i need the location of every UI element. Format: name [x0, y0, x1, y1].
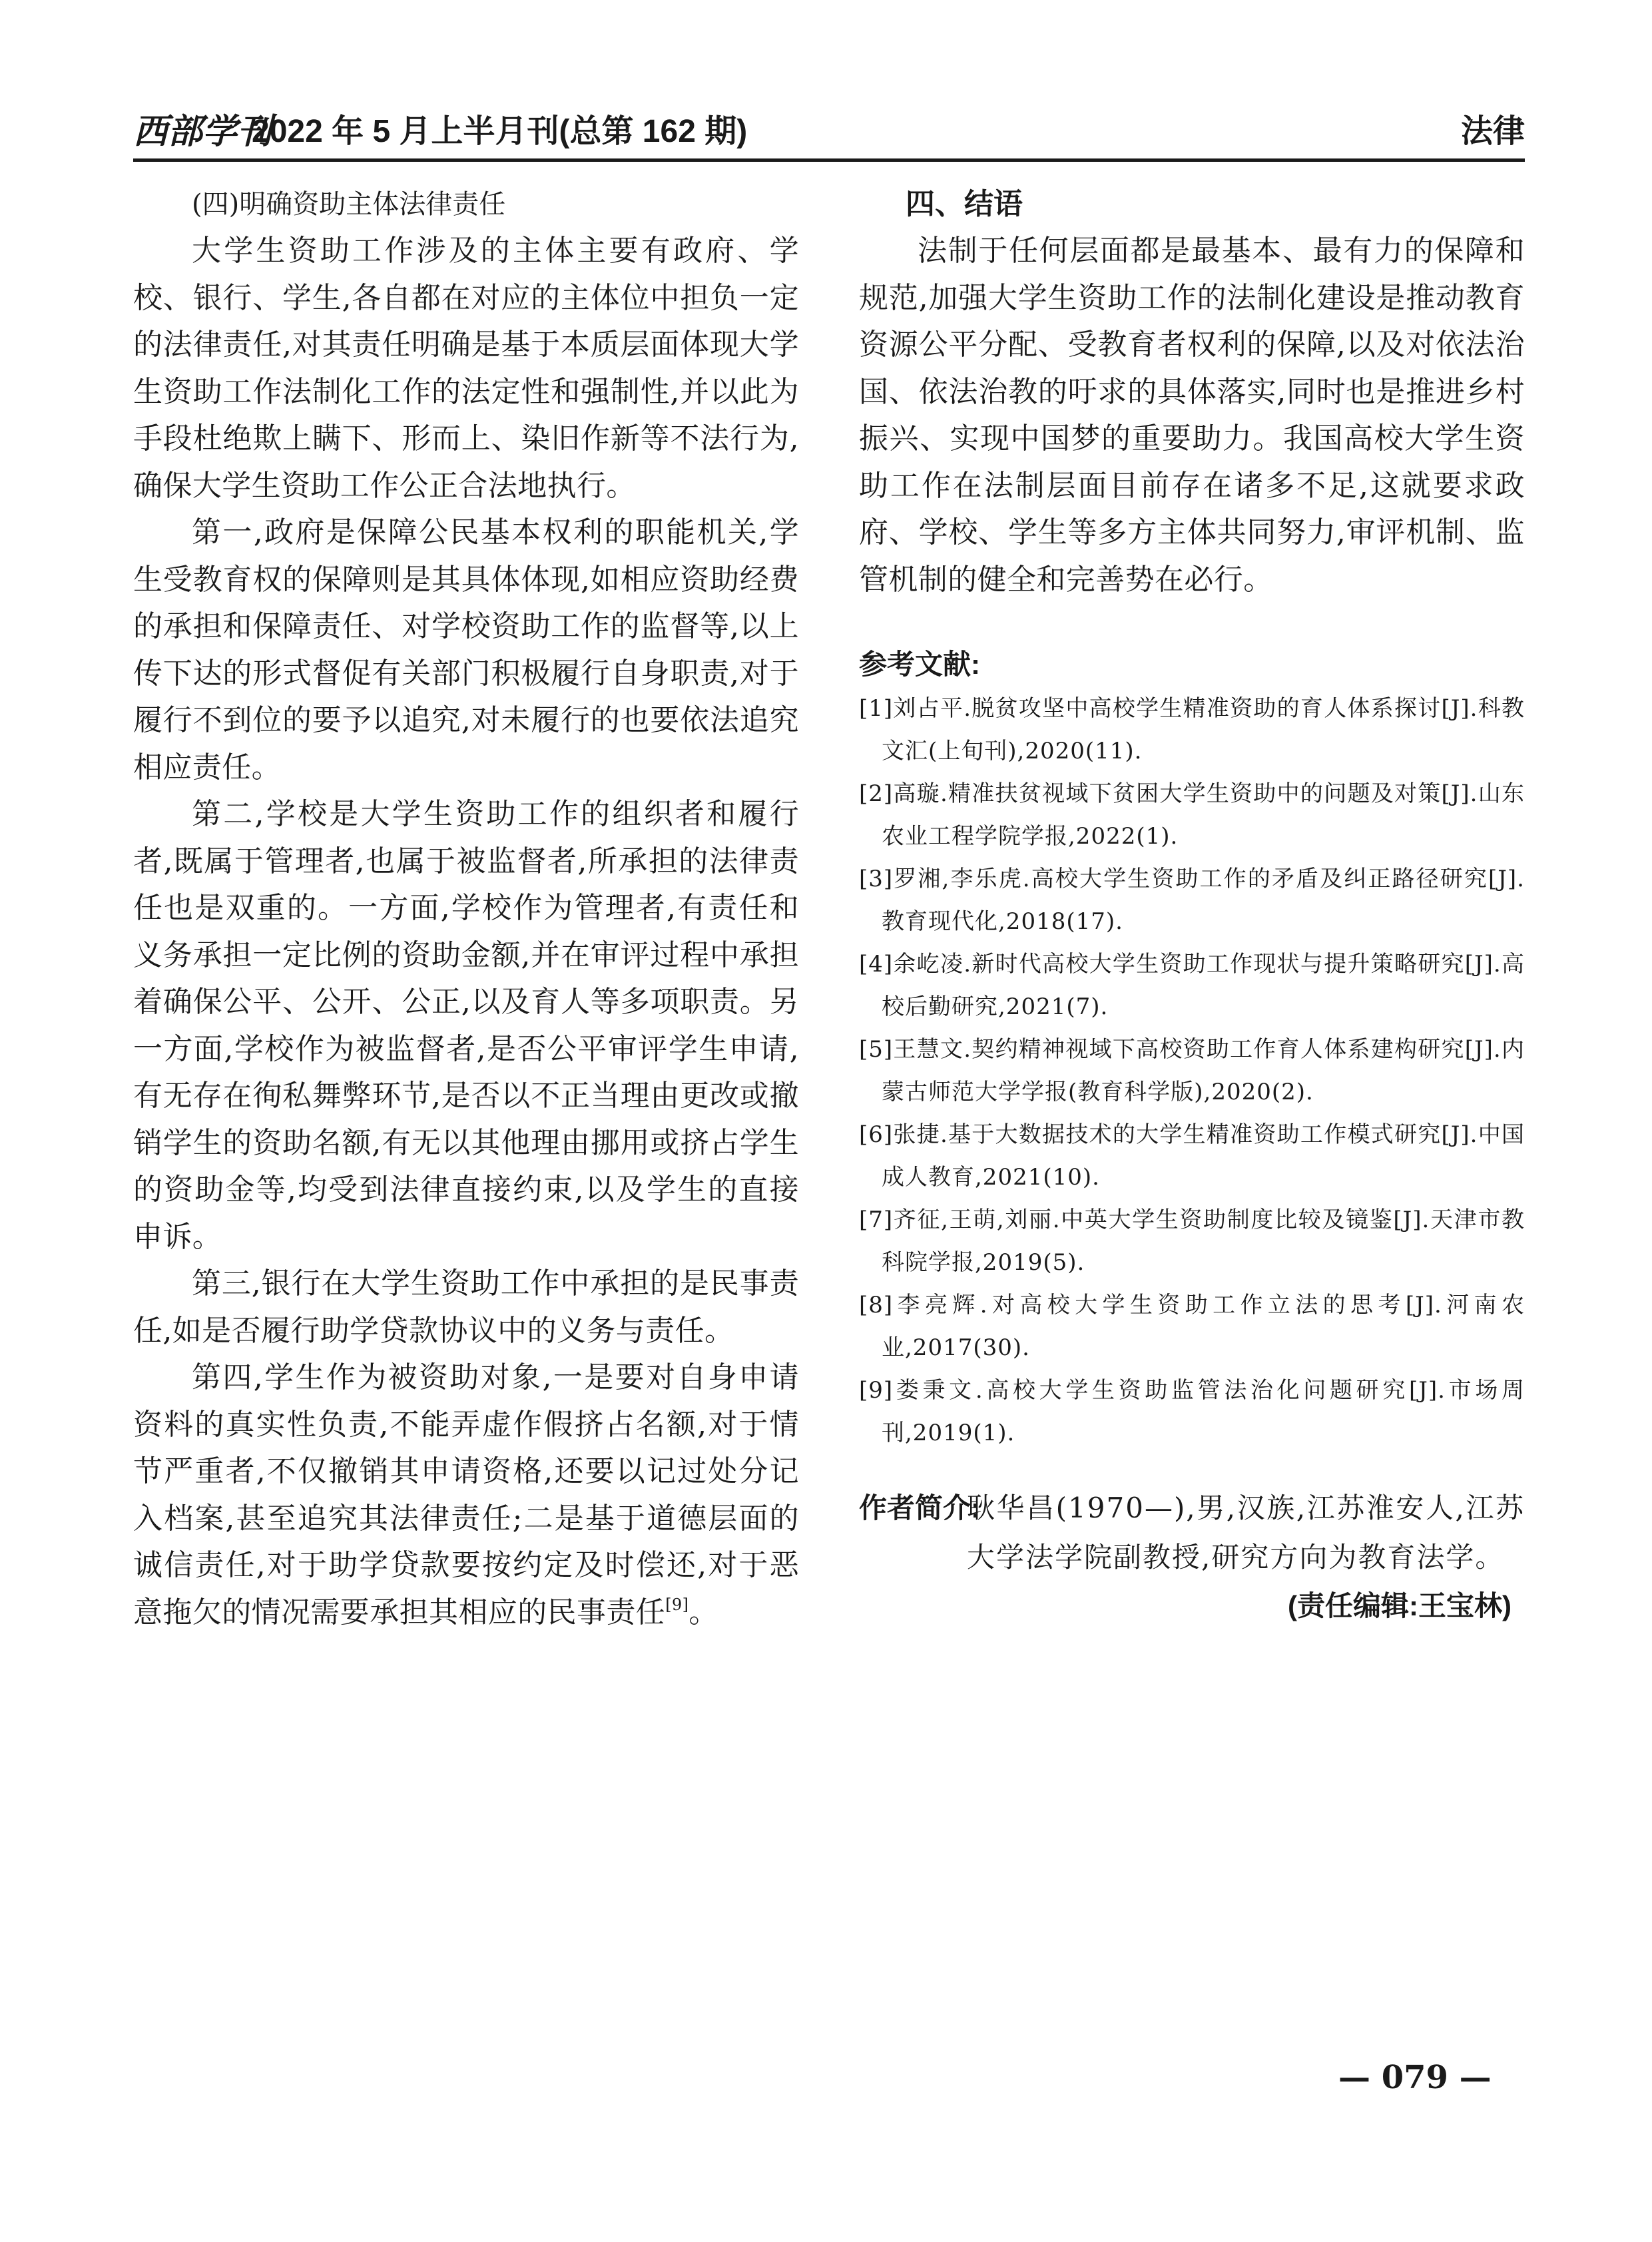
left-column — [133, 181, 799, 1636]
section-heading: 四、结语 — [906, 188, 1023, 220]
subsection-heading: (四)明确资助主体法律责任 — [192, 189, 506, 220]
author-label: 作者简介: — [859, 1492, 980, 1524]
paragraph-last — [133, 1354, 799, 1636]
reference-item: [6]张捷.基于大数据技术的大学生精准资助工作模式研究[J].中国成人教育,2021(10). — [859, 1121, 1525, 1191]
reference-item: [5]王慧文.契约精神视域下高校资助工作育人体系建构研究[J].内蒙古师范大学学报(教育科学版),2020(2). — [859, 1036, 1525, 1105]
paragraph: 大学生资助工作涉及的主体主要有政府、学校、银行、学生,各自都在对应的主体位中担负一定的法律责任,对其责任明确是基于本质层面体现大学生资助工作法制化工作的法定性和强制性,并以此为手段杜绝欺上瞒下、形而上、染旧作新等不法行为,确保大学生资助工作公正合法地执行。 — [133, 234, 799, 503]
citation-marker: [9] — [665, 1595, 689, 1614]
paragraph: 第一,政府是保障公民基本权利的职能机关,学生受教育权的保障则是其具体体现,如相应资助经费的承担和保障责任、对学校资助工作的监督等,以上传下达的形式督促有关部门积极履行自身职责,对于履行不到位的要予以追究,对未履行的也要依法追究相应责任。 — [133, 515, 799, 784]
paragraph-end: 。 — [688, 1595, 718, 1629]
running-header — [133, 112, 1525, 160]
page-number: — 079 — — [1338, 2059, 1492, 2096]
paragraph: 第二,学校是大学生资助工作的组织者和履行者,既属于管理者,也属于被监督者,所承担的法律责任也是双重的。一方面,学校作为管理者,有责任和义务承担一定比例的资助金额,并在审评过程中承担着确保公平、公开、公正,以及育人等多项职责。另一方面,学校作为被监督者,是否公平审评学生申请,有无存在徇私舞弊环节,是否以不正当理由更改或撤销学生的资助名额,有无以其他理由挪用或挤占学生的资助金等,均受到法律直接约束,以及学生的直接申诉。 — [133, 797, 799, 1254]
section-name: 法律 — [1460, 114, 1525, 149]
reference-item: [4]余屹凌.新时代高校大学生资助工作现状与提升策略研究[J].高校后勤研究,2021(7). — [859, 951, 1525, 1020]
issue-info: 2022 年 5 月上半月刊(总第 162 期) — [252, 114, 748, 149]
reference-item: [1]刘占平.脱贫攻坚中高校学生精准资助的育人体系探讨[J].科教文汇(上旬刊),2020(11). — [859, 695, 1525, 764]
header-rule — [133, 158, 1525, 162]
reference-item: [7]齐征,王萌,刘丽.中英大学生资助制度比较及镜鉴[J].天津市教科院学报,2019(5). — [859, 1207, 1525, 1276]
author-bio — [859, 1484, 1525, 1582]
reference-item: [9]娄秉文.高校大学生资助监管法治化问题研究[J].市场周刊,2019(1). — [859, 1377, 1525, 1446]
responsible-editor: (责任编辑:王宝林) — [1288, 1590, 1512, 1621]
journal-logo: 西部学刊 — [133, 111, 272, 152]
reference-item: [8]李亮辉.对高校大学生资助工作立法的思考[J].河南农业,2017(30). — [859, 1292, 1525, 1361]
author-text: 耿华昌(1970—),男,汉族,江苏淮安人,江苏大学法学院副教授,研究方向为教育法学。 — [967, 1492, 1525, 1573]
reference-item: [2]高璇.精准扶贫视域下贫困大学生资助中的问题及对策[J].山东农业工程学院学报,2022(1). — [859, 780, 1525, 850]
references-title: 参考文献: — [859, 649, 980, 680]
conclusion-paragraph: 法制于任何层面都是最基本、最有力的保障和规范,加强大学生资助工作的法制化建设是推动教育资源公平分配、受教育者权利的保障,以及对依法治国、依法治教的吁求的具体落实,同时也是推进乡村振兴、实现中国梦的重要助力。我国高校大学生资助工作在法制层面目前存在诸多不足,这就要求政府、学校、学生等多方主体共同努力,审评机制、监管机制的健全和完善势在必行。 — [859, 234, 1525, 597]
right-column — [859, 181, 1525, 1626]
paragraph-text: 第四,学生作为被资助对象,一是要对自身申请资料的真实性负责,不能弄虚作假挤占名额,对于情节严重者,不仅撤销其申请资格,还要以记过处分记入档案,甚至追究其法律责任;二是基于道德层面的诚信责任,对于助学贷款要按约定及时偿还,对于恶意拖欠的情况需要承担其相应的民事责任 — [133, 1360, 799, 1629]
paragraph: 第三,银行在大学生资助工作中承担的是民事责任,如是否履行助学贷款协议中的义务与责任。 — [133, 1266, 799, 1348]
reference-item: [3]罗湘,李乐虎.高校大学生资助工作的矛盾及纠正路径研究[J].教育现代化,2018(17). — [859, 866, 1525, 935]
